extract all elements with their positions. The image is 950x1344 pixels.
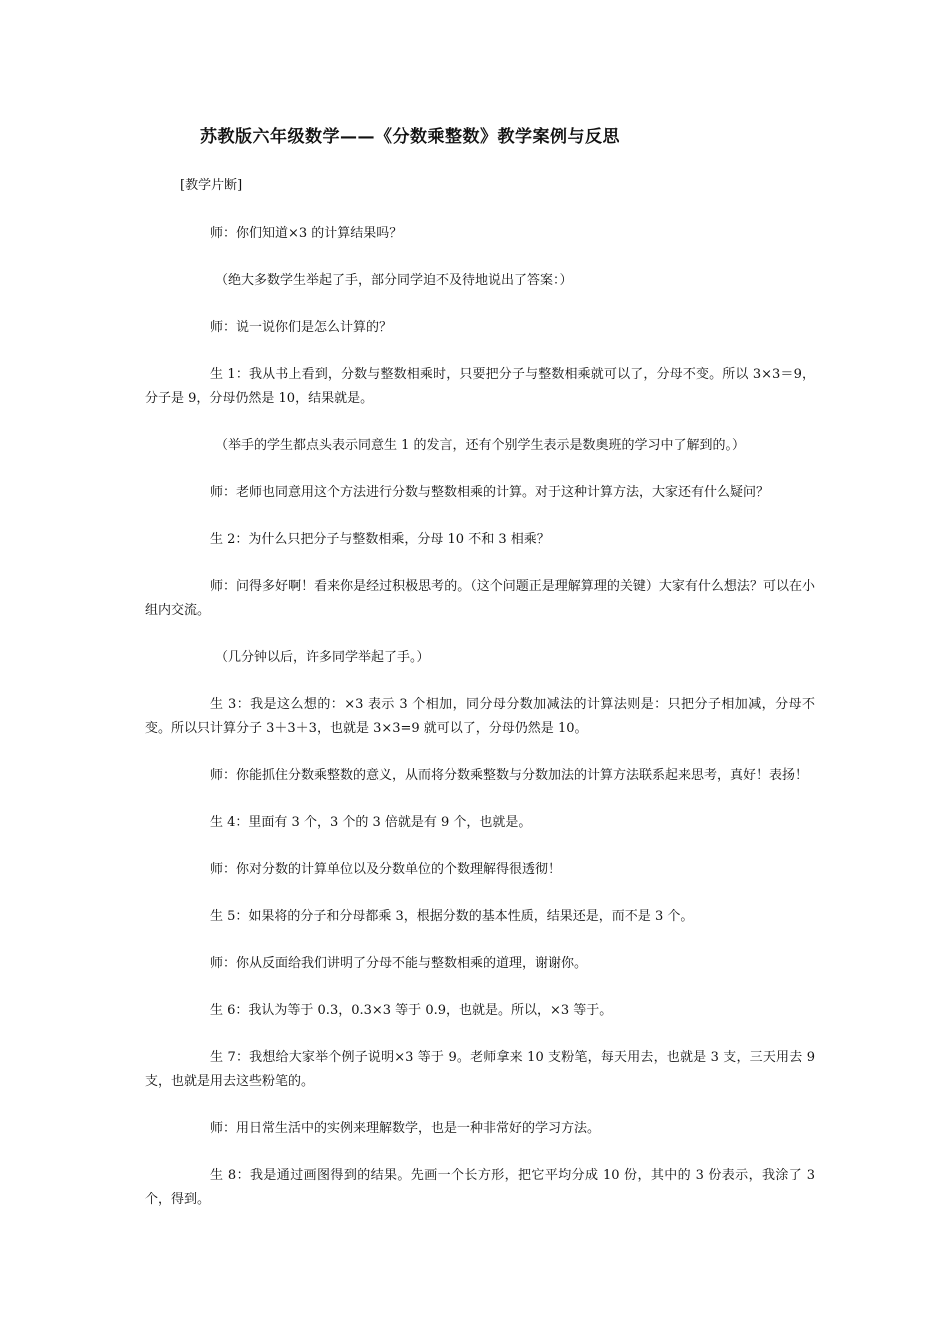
paragraph: 师：你从反面给我们讲明了分母不能与整数相乘的道理，谢谢你。 [210, 956, 588, 971]
paragraph: 师：你们知道×3 的计算结果吗？ [210, 226, 403, 241]
paragraph: 生 6：我认为等于 0.3，0.3×3 等于 0.9，也就是。所以，×3 等于。 [210, 1003, 613, 1018]
paragraph: 师：老师也同意用这个方法进行分数与整数相乘的计算。对于这种计算方法，大家还有什么疑问？ [210, 485, 770, 500]
paragraph: 生 5：如果将的分子和分母都乘 3，根据分数的基本性质，结果还是，而不是 3 个。 [210, 909, 694, 924]
paragraph: 生 7：我想给大家举个例子说明×3 等于 9。老师拿来 10 支粉笔，每天用去，也就是 3 支，三天用去 9 支，也就是用去这些粉笔的。 [145, 1050, 815, 1089]
paragraph: （几分钟以后，许多同学举起了手。） [215, 650, 430, 665]
paragraph: 生 1：我从书上看到，分数与整数相乘时，只要把分子与整数相乘就可以了，分母不变。所以 3×3＝9，分子是 9，分母仍然是 10，结果就是。 [145, 367, 815, 406]
paragraph: 生 8：我是通过画图得到的结果。先画一个长方形，把它平均分成 10 份，其中的 3 份表示，我涂了 3 个，得到。 [145, 1168, 815, 1207]
paragraph: 生 3：我是这么想的：×3 表示 3 个相加，同分母分数加减法的计算法则是：只把分子相加减，分母不变。所以只计算分子 3＋3＋3，也就是 3×3=9 就可以了，分母仍然是 10。 [145, 697, 815, 736]
paragraph: （绝大多数学生举起了手，部分同学迫不及待地说出了答案：） [215, 273, 573, 288]
paragraph: 师：问得多好啊！看来你是经过积极思考的。（这个问题正是理解算理的关键）大家有什么想法？可以在小组内交流。 [145, 579, 815, 618]
paragraph: 生 4：里面有 3 个，3 个的 3 倍就是有 9 个，也就是。 [210, 815, 532, 830]
paragraph: 师：你能抓住分数乘整数的意义，从而将分数乘整数与分数加法的计算方法联系起来思考，真好！表扬！ [210, 768, 809, 783]
document-body [145, 222, 815, 1235]
paragraph: 师：你对分数的计算单位以及分数单位的个数理解得很透彻！ [210, 862, 562, 877]
document-title: 苏教版六年级数学——《分数乘整数》教学案例与反思 [200, 127, 620, 147]
paragraph: 生 2：为什么只把分子与整数相乘，分母 10 不和 3 相乘？ [210, 532, 550, 547]
section-label: [教学片断] [180, 178, 243, 193]
paragraph: 师：说一说你们是怎么计算的？ [210, 320, 393, 335]
paragraph: 师：用日常生活中的实例来理解数学，也是一种非常好的学习方法。 [210, 1121, 601, 1136]
paragraph: （举手的学生都点头表示同意生 1 的发言，还有个别学生表示是数奥班的学习中了解到的。） [215, 438, 746, 453]
